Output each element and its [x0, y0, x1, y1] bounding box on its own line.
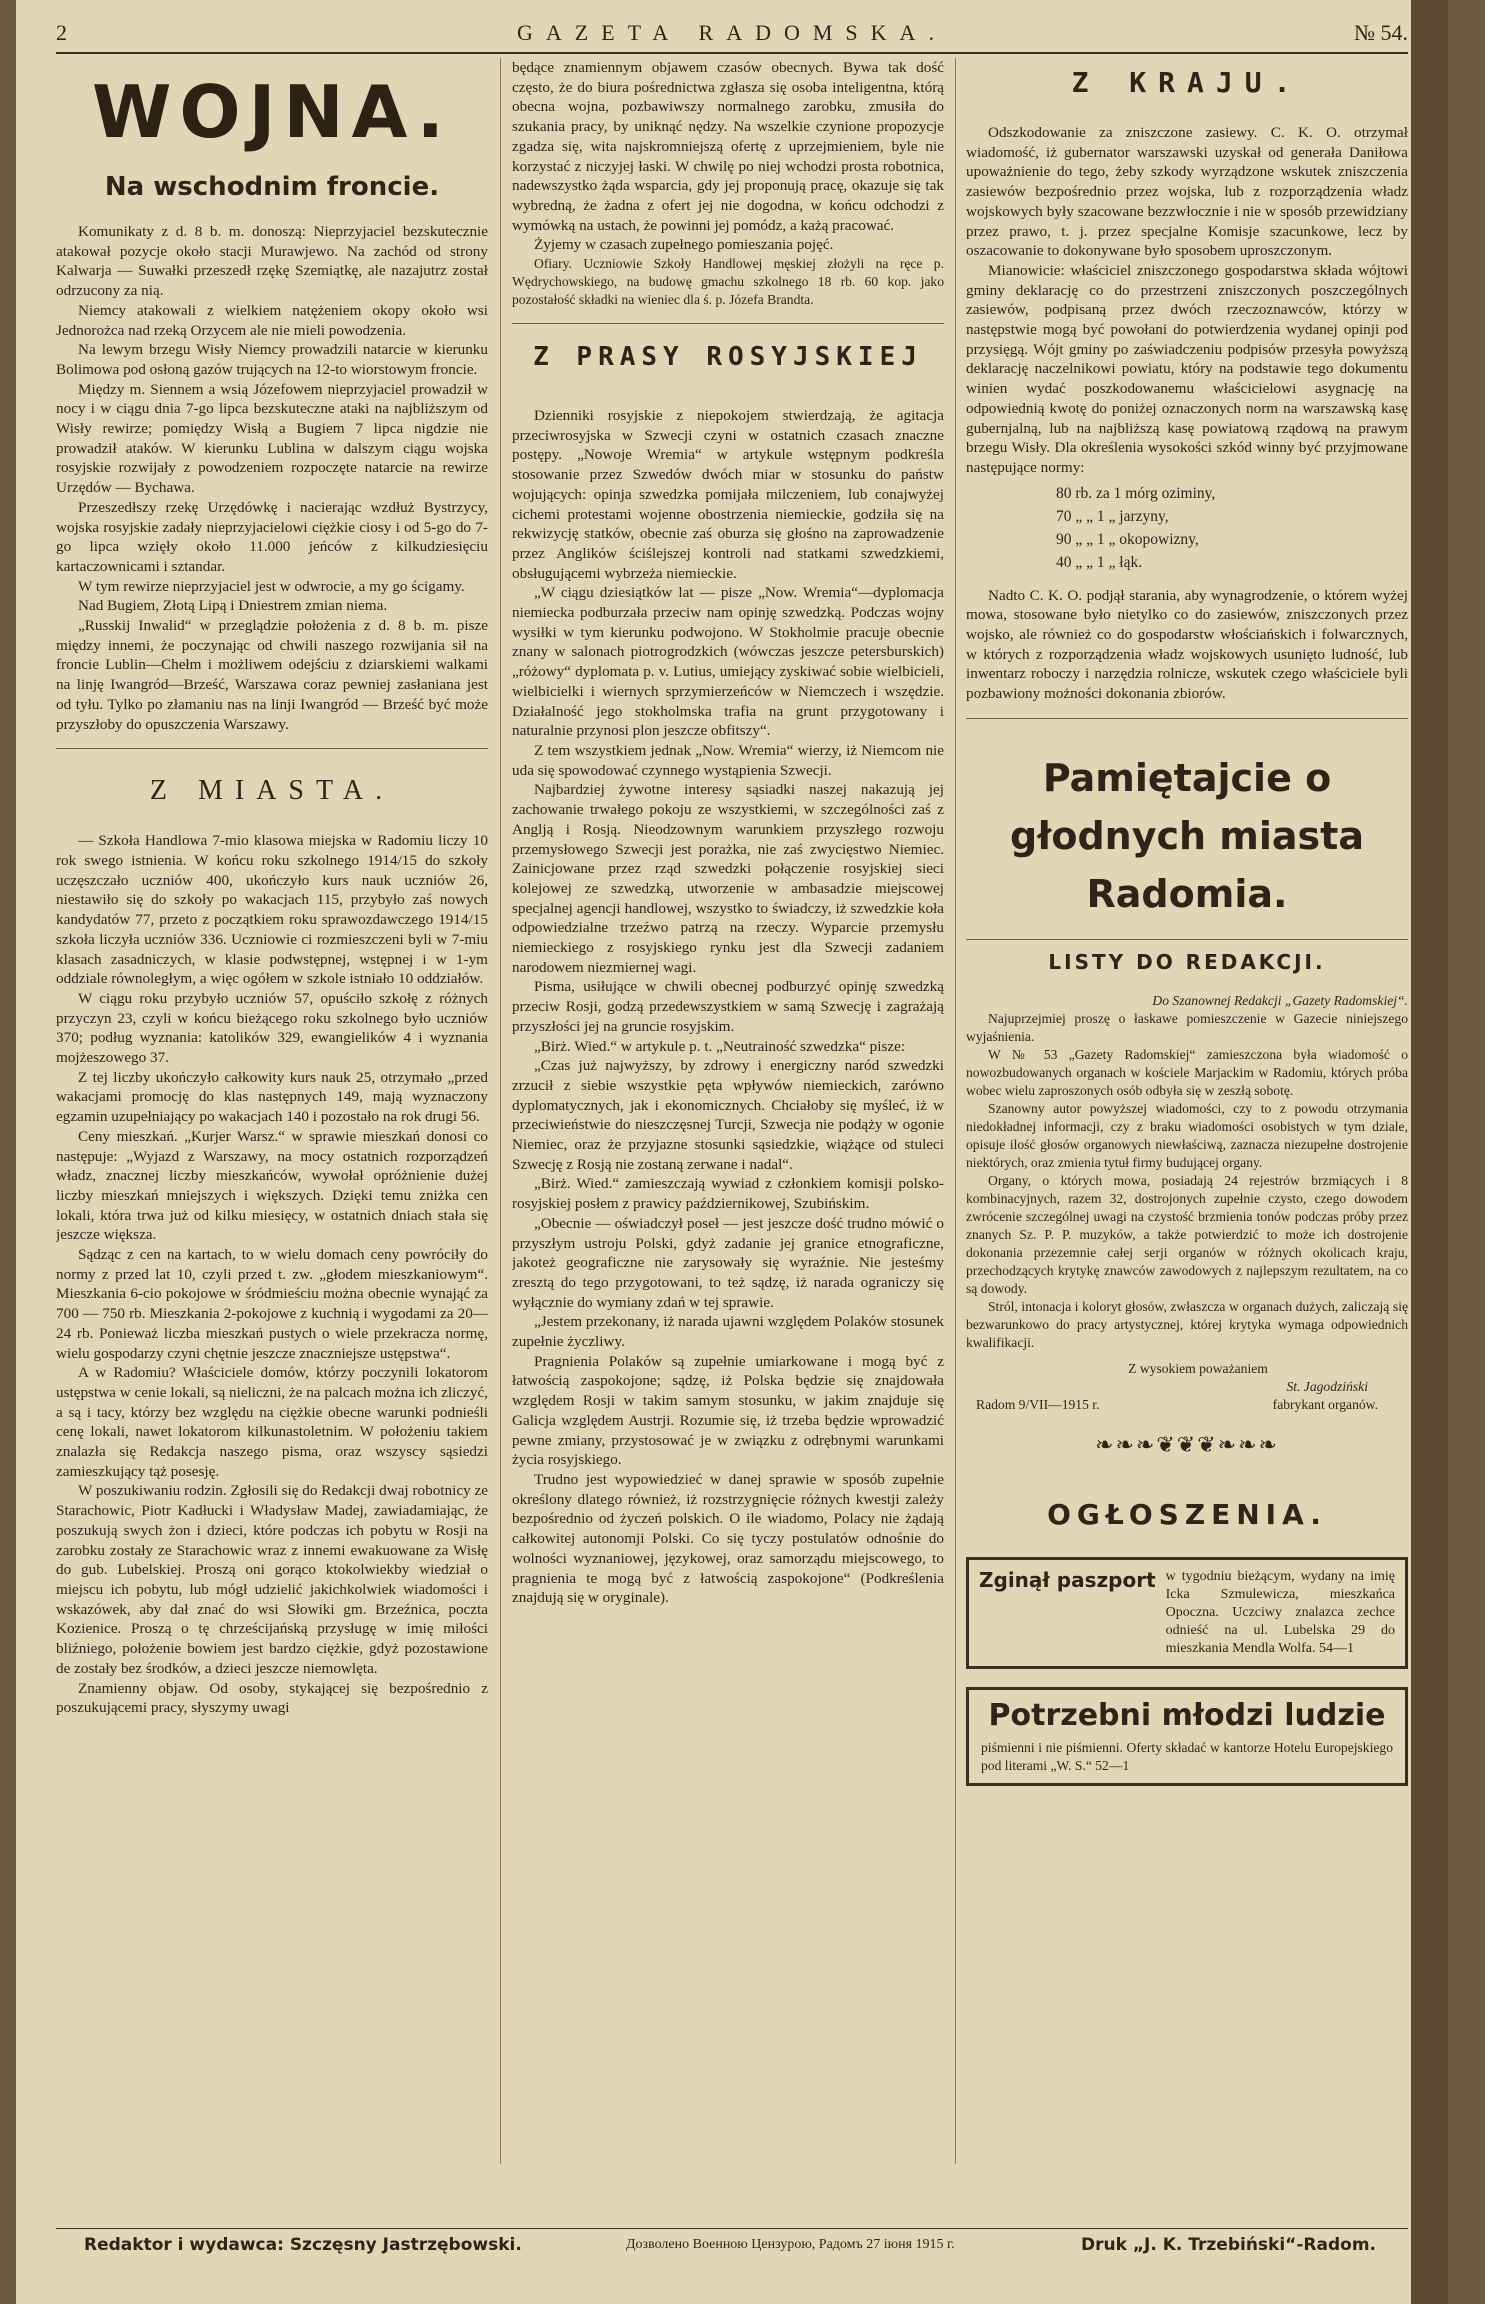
- masthead-title: GAZETA RADOMSKA.: [517, 20, 947, 45]
- appeal-banner: Pamiętajcie o głodnych miasta Radomia.: [1010, 755, 1364, 916]
- article-paragraph: Pisma, usiłujące w chwili obecnej podburzyć opinję szwedzką przeciw Rosji, godzą przedewszystkiem w samą Szwecję i zagrażają przyszłości jej na gruncie rosyjskim.: [512, 978, 944, 1035]
- article-paragraph: Z tem wszystkiem jednak „Now. Wremia“ wierzy, iż Niemcom nie uda się spowodować czynnego wystąpienia Szwecji.: [512, 741, 944, 779]
- article-paragraph: Trudno jest wypowiedzieć w danej sprawie w sposób zupełnie określony dlatego również, iż rozstrzygnięcie różnych kwestji zależy bezpośrednio od życzeń polskich. O ile wiadomo, Polacy nie żądają całkowitej autonomji Polski. Co się tyczy postulatów odnośnie do wolności wyznaniowej, językowej, oraz samorządu miejscowego, to pragnienia te mogą być z łatwością zaspokojone“ (Podkreślenia znajdują się w oryginale).: [512, 1471, 944, 1607]
- article-paragraph: Nadto C. K. O. podjął starania, aby wynagrodzenie, o którem wyżej mowa, stosowane było nietylko co do zasiewów, zniszczonych przez wojsko, ale również co do gospodarstw włościańskich i folwarcznych, w których z rozporządzenia władz wojskowych usunięto ludność, lub inwentarz roboczy i narzędzia rolnicze, wskutek czego właściciele byli pozbawiony możności dokonania zbiorów.: [966, 586, 1408, 703]
- article-paragraph: „Czas już najwyższy, by zdrowy i energiczny naród szwedzki zrzucił z siebie wszystkie pęta wpływów niemieckich, zarówno dyplomatycznych, jak i ekonomicznych. Chciałoby się myśleć, iż w przeciwieństwie do nieszczęsnej Turcji, Szwecja nie podąży w ogonie Niemiec, oraz że przyjazne stosunki sąsiedzkie, wiążące od stuleci Szwecję z Rosją nie zostaną zerwane i nadal“.: [512, 1057, 944, 1173]
- norms-row: 90 „ „ 1 „ okopowizny,: [1056, 530, 1199, 548]
- article-paragraph: „Jestem przekonany, iż narada ujawni względem Polaków stosunek zupełnie życzliwy.: [512, 1313, 944, 1351]
- page-header: [56, 14, 1408, 54]
- article-paragraph: Odszkodowanie za zniszczone zasiewy. C. K. O. otrzymał wiadomość, iż gubernator warszawski uzyskał od generała Daniłowa upoważnienie do tego, żeby szkody wyrządzone wskutek zniszczenia zasiewów bezpośrednio przez wojska, lub z rozporządzenia władz wojskowych były szacowane bezzwłocznie i nie w sposób przewidziany przez prawo, t. j. przez specjalne Komisje szacunkowe, lecz by oszacowanie to dokonywane było sposobem uproszczonym.: [966, 124, 1408, 260]
- ad-lost-passport: [966, 1557, 1408, 1669]
- article-paragraph: Z tej liczby ukończyło całkowity kurs nauk 25, otrzymało „przed wakacjami promocję do klas następnych 149, mają wyznaczony egzamin uzupełniający po wakacjach 140 i pozostało na rok drugi 56.: [56, 1068, 488, 1126]
- letter-paragraph: Organy, o których mowa, posiadają 24 rejestrów brzmiących i 8 kombinacyjnych, razem 32, dostrojonych zupełnie czysto, czego dowodem zwrócenie szczególnej uwagi na czystość brzmienia tonów podczas próby przez znanych Sz. P. P. muzyków, a także potwierdzić to może ich dostrojenie dokonania przezemnie całej serji organów w różnych okolicach kraju, przechodzących krytykę znawców zawodowych z najlepszym rezultatem, na co są dowody.: [966, 1172, 1408, 1296]
- headline: WOJNA.: [91, 70, 453, 154]
- article-paragraph: — Szkoła Handlowa 7-mio klasowa miejska w Radomiu liczy 10 rok swego istnienia. W końcu roku szkolnego 1914/15 do szkoły uczęszczało uczniów 400, ukończyło kurs nauk uczniów 26, niestawiło się do szkoły po wakacjach 115, przybyło zaś nowych kandydatów 77, przeto z początkiem roku sprawozdawczego 1914/15 szkoła liczyła uczniów 336. Uczniowie ci rozmieszczeni byli w 7-miu klasach zasadniczych, w klasie podwstępnej, wstępnej i w 1-ym oddziale równoległym, a więc ogółem w szkole istniało 10 oddziałów.: [56, 832, 488, 988]
- section-title: Z KRAJU.: [1071, 66, 1303, 99]
- issue-number: № 54.: [1354, 20, 1408, 45]
- ad-text: piśmienni i nie piśmienni. Oferty składać w kantorze Hotelu Europejskiego pod literami „W. S.“ 52—1: [981, 1739, 1393, 1773]
- article-paragraph: Nad Bugiem, Złotą Lipą i Dniestrem zmian niema.: [78, 597, 388, 615]
- footer-rule: [56, 2228, 1408, 2229]
- page-edge: [1411, 0, 1448, 2304]
- column-2: [512, 58, 944, 2164]
- norms-row: 40 „ „ 1 „ łąk.: [1056, 553, 1143, 571]
- article-paragraph: Niemcy atakowali z wielkiem natężeniem okopy około wsi Jednorożca nad rzeką Orzycem ale nie mieli powodzenia.: [56, 301, 488, 339]
- article-paragraph: Komunikaty z d. 8 b. m. donoszą: Nieprzyjaciel bezskutecznie atakował pozycje około stacji Murawjewo. Na zachód od strony Kalwarja — Suwałki przeszedł rzękę Szemiątkę, ale nazajutrz został odrzucony za nią.: [56, 223, 488, 300]
- article-paragraph: Pragnienia Polaków są zupełnie umiarkowane i mogą być z łatwością zaspokojone; sądzę, iż Polska będzie się znajdowała względem Rosji w takim samym stosunku, w jakim znajduje się Galicja względem Austrji. Rozumie się, iż trzeba będzie wprowadzić pewne zmiany, przystosować je w związku z odrębnymi warunkami życia rosyjskiego.: [512, 1352, 944, 1469]
- letters-title: LISTY DO REDAKCJI.: [1048, 949, 1326, 974]
- letter-date: Radom 9/VII—1915 r.: [976, 1396, 1100, 1412]
- page-number: 2: [56, 20, 67, 45]
- norms-table: [1056, 482, 1408, 574]
- letter-regards: Z wysokiem poważaniem: [1128, 1360, 1268, 1376]
- page-footer: [56, 2235, 1408, 2265]
- column-1: [56, 58, 488, 2164]
- article-paragraph: W poszukiwaniu rodzin. Zgłosili się do Redakcji dwaj robotnicy ze Starachowic, Piotr Kadłucki i Władysław Madej, zawiadamiając, że poszukują swych żon i dzieci, które podczas ich pobytu w Rosji na zarobku zostały ze Starachowic wraz z innemi ewakuowane za Wisłę do gub. Lubelskiej. Proszą oni gorąco ktokolwiekby wiedział o miejscu ich pobytu, lub mógł udzielić jakichkolwiek wiadomości i wskazówek, aby dał znać do wsi Słowiki gm. Brzeźnica, poczta Kozienice. Proszą o tę chrześcijańską przysługę w imię miłości bliźniego, położenie bowiem jest bardzo ciężkie, gdyż pozostawione de zostały bez środków, a dzieci jeszcze niemowlęta.: [56, 1482, 488, 1677]
- section-rule: [966, 718, 1408, 719]
- ornament-divider: ❧❧❧❦❦❦❧❧❧: [1095, 1431, 1279, 1457]
- column-3: [966, 58, 1408, 2164]
- article-paragraph: Najbardziej żywotne interesy sąsiadki naszej nakazują jej zachowanie trwałego pokoju ze wszystkiemi, w szczególności zaś z Anglją i Rosją. Nieodzownym warunkiem przyszłego rozwoju przemysłowego Szwecji jest porażka, nie zaś zwycięstwo Niemiec. Zainicjowane przez rząd szwedzki połączenie rosyjskiej sieci kolejowej ze szwedzką, utworzenie w ambasadzie miejscowej specjalnej agencji handlowej, wszystko to świadczy, iż szwedzkie koła odpowiedzialne trzeźwo patrzą na rzeczy. Wyparcie przemysłu niemieckiego z rosyjskiego rynku jest dla Szwecji zadaniem narodowem niezmiernej wagi.: [512, 781, 944, 976]
- article-paragraph: Na lewym brzegu Wisły Niemcy prowadzili natarcie w kierunku Bolimowa pod osłoną gazów trujących na 12-to wiorstowym froncie.: [56, 341, 488, 378]
- ad-keyword: Zginął paszport: [979, 1567, 1156, 1592]
- article-paragraph: Sądząc z cen na kartach, to w wielu domach ceny powróciły do normy z przed lat 10, czyli przed t. zw. „głodem mieszkaniowym“. Mieszkania 6-cio pokojowe w śródmieściu można obecnie wynająć za 700 — 750 rb. Mieszkania 2-pokojowe z kuchnią i wygodami za 20—24 rb. Ponieważ liczba mieszkań pustych o wiele przekracza normę, wielu gospodarzy czyni chętnie jeszcze znaczniejsze ustępstwa“.: [56, 1246, 488, 1362]
- article-paragraph: A w Radomiu? Właściciele domów, którzy poczynili lokatorom ustępstwa w cenie lokali, są nieliczni, że na palcach można ich zliczyć, a są i tacy, którzy bez względu na ciężkie obecne warunki podnieśli cenę lokali, nawet lokatorom kilkunastoletnim. W położeniu takiem znalazła się Redakcja naszego pisma, oraz wszyscy sąsiedzi zamieszkujący tąż posesję.: [56, 1364, 488, 1480]
- column-divider: [955, 58, 956, 2164]
- article-paragraph: będące znamiennym objawem czasów obecnych. Bywa tak dość często, że do biura pośrednictwa zgłasza się osoba inteligentna, którą obecna wojna, pozbawiwszy normalnego zarobku, zmusiła do szukania pracy, by uniknąć nędzy. Na wszelkie czynione propozycje zgadza się, wita najskromniejszą ofertę z uprzejmieniem, byle nie korzystać z niczyjej łaski. W chwilę po niej wchodzi prosta robotnica, nadewszystko żąda wsparcia, gdy jej proponują pracę, okazuje się tak wybredną, że żadna z ofert jej nie dogodna, w końcu odchodzi z wymówką na ustach, że powinni jej pomódz, a każą pracować.: [512, 59, 944, 234]
- article-paragraph: „Birż. Wied.“ w artykule p. t. „Neutrainość szwedzka“ pisze:: [534, 1037, 906, 1055]
- ads-title: OGŁOSZENIA.: [1047, 1497, 1327, 1531]
- article-paragraph: W tym rewirze nieprzyjaciel jest w odwrocie, a my go ścigamy.: [78, 577, 465, 595]
- section-title: Z MIASTA.: [149, 775, 395, 807]
- article-paragraph: Mianowicie: właściciel zniszczonego gospodarstwa składa wójtowi gminy deklarację co do przestrzeni zniszczonych poszczególnych zasiewów, podpisaną przez dwóch rzeczoznawców, którzy w następstwie mogą być powołani do potwierdzenia wydanej opinji pod przysięgą. Wójt gminy po zaświadczeniu podpisów przesyła powyższą deklarację naczelnikowi powiatu, który na podstawie tego dokumentu winien wydać poszkodowanemu właścicielowi asygnację na odpowiednią kwotę do poniżej oznaczonych norm na warszawską kasę gubernjalną, lub na najbliższą kasę powiatową rządową na prawym brzegu Wisły. Dla określenia wysokości szkód winny być przyjmowane następujące normy:: [966, 261, 1408, 476]
- footer-editor: Redaktor i wydawca: Szczęsny Jastrzębowski.: [84, 2235, 522, 2255]
- footer-censor: Дозволено Военною Цензурою, Радомъ 27 іюня 1915 г.: [626, 2237, 955, 2252]
- newspaper-page: [16, 0, 1448, 2304]
- article-paragraph: „Russkij Inwalid“ w przeglądzie położenia z d. 8 b. m. pisze między innemi, że poczynając od chwili naszego rozwijania sił na froncie Lublin—Chełm i możliwem odejściu z dziarskiemi walkami na linję Iwangród—Brześć, Warszawa coraz pewniej zasłaniana jest od tyłu. Tylko po złamaniu nas na linji Iwangród — Brześć być może przyszłoby do opuszczenia Warszawy.: [56, 617, 488, 733]
- section-rule: [966, 939, 1408, 940]
- norms-row: 80 rb. za 1 mórg oziminy,: [1056, 484, 1216, 502]
- article-paragraph: Żyjemy w czasach zupełnego pomieszania pojęć.: [534, 236, 834, 254]
- article-paragraph: W ciągu roku przybyło uczniów 57, opuściło szkołę z różnych przyczyn 23, czyli w końcu bieżącego roku szkolnego było uczniów 370; podług wyznania: katolików 329, ewangielików 4 i wyznania mojżeszowego 37.: [56, 989, 488, 1067]
- section-title: Z PRASY ROSYJSKIEJ: [533, 342, 923, 373]
- article-paragraph: Ceny mieszkań. „Kurjer Warsz.“ w sprawie mieszkań donosi co następuje: „Wyjazd z Warszawy, na mocy ostatnich rozporządzeń władz, znacznej liczby mieszkańców, wywołał opróżnienie dużej liczby mieszkań mniejszych i większych. Dzięki temu zniżka cen lokali, która trwa już od kilku miesięcy, w ostatnich dniach stała się jeszcze większa.: [56, 1127, 488, 1244]
- subheadline: Na wschodnim froncie.: [104, 172, 440, 202]
- article-paragraph: Między m. Siennem a wsią Józefowem nieprzyjaciel prowadził w nocy i w ciągu dnia 7-go lipca bezskuteczne ataki na najbliższym od Wisły rewirze; pomiędzy Wisłą a Bugiem 7 lipca nigdzie nie prowadził ataków. W kierunku Lublina w dalszym ciągu wojska rosyjskie rozwijały z powodzeniem rozpoczęte natarcie na rewirze Urzędów — Bychawa.: [56, 380, 488, 497]
- article-paragraph: Przeszedłszy rzekę Urzędówkę i nacierając wzdłuż Bystrzycy, wojska rosyjskie zadały nieprzyjacielowi ciężkie ciosy i od 5-go do 7-go lipca wzięły około 11.000 jeńców z kilkudziesięciu kartaczownicami i sztandar.: [56, 498, 488, 575]
- letter-role: fabrykant organów.: [1272, 1396, 1378, 1412]
- article-paragraph: „Birż. Wied.“ zamieszczają wywiad z członkiem komisji polsko-rosyjskiej posłem z prawicy październikowej, Szubińskim.: [512, 1175, 944, 1213]
- section-rule: [56, 748, 488, 749]
- donation-note: Ofiary. Uczniowie Szkoły Handlowej męskiej złożyli na ręce p. Wędrychowskiego, na budowę gmachu szkolnego 18 rb. 60 kop. jako pozostałość składki na wieniec dla ś. p. Józefa Brandta.: [512, 256, 944, 308]
- footer-printer: Druk „J. K. Trzebiński“-Radom.: [1081, 2235, 1376, 2255]
- ad-text: w tygodniu bieżącym, wydany na imię Icka Szmulewicza, mieszkańca Opoczna. Uczciwy znalazca zechce odnieść na ul. Lubelska 29 do mieszkania Mendla Wolfa. 54—1: [1165, 1568, 1395, 1656]
- norms-row: 70 „ „ 1 „ jarzyny,: [1056, 507, 1169, 525]
- article-paragraph: „Obecnie — oświadczył poseł — jest jeszcze dość trudno mówić o przyszłym ustroju Polski, gdyż zadanie jej granice etnograficzne, jakoteż geograficzne nie zarysowały się wyraźnie. Nie jesteśmy zresztą do tego przygotowani, to też sądzę, iż narada ograniczy się wyłącznie do wymiany zdań w tej sprawie.: [512, 1214, 944, 1311]
- ad-keyword: Potrzebni młodzi ludzie: [988, 1697, 1386, 1733]
- section-rule: [512, 323, 944, 324]
- article-paragraph: „W ciągu dziesiątków lat — pisze „Now. Wremia“—dyplomacja niemiecka podburzała przeciw nam opinję szwedzką. Podczas wojny wysiłki w tym kierunku podwojono. W Stokholmie pracuje obecnie znany w salonach piotrogrodzkich (wówczas jeszcze petersburskich) „różowy“ dyplomata p. v. Lutius, umiejący zyskiwać sobie wielbicieli, wielbicielki i wiernych sprzymierzeńców w Niemczech i wszędzie. Działalność jego stokholmska trafia na grunt przygotowany i naturalnie przynosi plon jeszcze obfitszy“.: [512, 584, 944, 740]
- letter-signer: St. Jagodziński: [1286, 1378, 1368, 1394]
- article-paragraph: Znamienny objaw. Od osoby, stykającej się bezpośrednio z poszukującemi pracy, słyszymy uwagi: [56, 1679, 488, 1717]
- ad-young-people: [966, 1687, 1408, 1786]
- letter-dateline: [966, 1396, 1408, 1414]
- letter-paragraph: W № 53 „Gazety Radomskiej“ zamieszczona była wiadomość o nowozbudowanych organach w kościele Marjackim w Radomiu, których próba wobec wielu zaproszonych osób odbyła się w zeszłą sobotę.: [966, 1046, 1408, 1098]
- letter-paragraph: Stról, intonacja i koloryt głosów, zwłaszcza w organach dużych, zaliczają się bezwarunkowo do pracy artystycznej, której krytyka wymaga odpowiednich kwalifikacji.: [966, 1298, 1408, 1350]
- letter-paragraph: Najuprzejmiej proszę o łaskawe pomieszczenie w Gazecie niniejszego wyjaśnienia.: [966, 1010, 1408, 1044]
- header-rule: [56, 52, 1408, 54]
- letter-paragraph: Szanowny autor powyższej wiadomości, czy to z powodu otrzymania niedokładnej informacji, czy z braku wiadomości osobistych w tym dziale, opisuje ilość głosów organowych niewłaściwą, zaznacza niezupełne dostrojenie niektórych, oraz zmienia tytuł firmy budującej organy.: [966, 1100, 1408, 1170]
- column-divider: [500, 58, 501, 2164]
- article-paragraph: Dzienniki rosyjskie z niepokojem stwierdzają, że agitacja przeciwrosyjska w Szwecji czyni w ostatnich czasach znaczne postępy. „Nowoje Wremia“ w artykule wstępnym podkreśla stosowanie przez Szwedów dwóch miar w stosunku do państw wojujących: opinja szwedzka pomijała milczeniem, lub conajwyżej cichemi protestami wojenne obostrzenia niemieckie, godziła się na rekwizycję statków, obecnie zaś oburza się głośno na zaprowadzenie przez Anglików ściślejszej kontroli nad statkami szwedzkiemi, obsługującemi wybrzeża niemieckie.: [512, 407, 944, 582]
- letter-salutation: Do Szanownej Redakcji „Gazety Radomskiej“.: [1152, 992, 1408, 1008]
